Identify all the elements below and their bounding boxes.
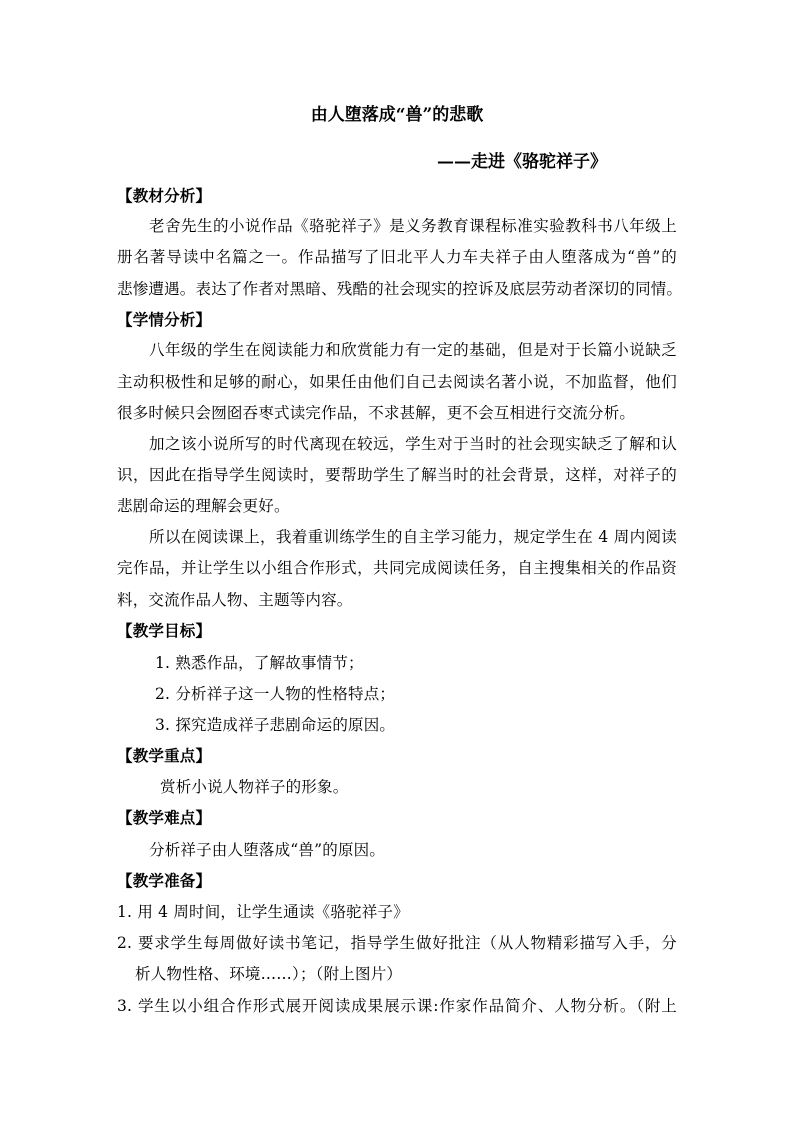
section-heading-teaching-goals: 【教学目标】 [117, 621, 212, 640]
paragraph-line: 所以在阅读课上，我着重训练学生的自主学习能力，规定学生在 4 周内阅读 [149, 528, 677, 546]
paragraph-line: 加之该小说所写的时代离现在较远，学生对于当时的社会现实缺乏了解和认 [149, 435, 677, 453]
paragraph-line: 主动积极性和足够的耐心，如果任由他们自己去阅读名著小说，不加监督，他们 [117, 373, 677, 391]
section-heading-teaching-focus: 【教学重点】 [117, 746, 212, 765]
section-heading-teaching-difficulty: 【教学难点】 [117, 808, 212, 827]
preparation-item-continued: 析人物性格、环境……）；（附上图片） [135, 965, 403, 983]
goal-item: 1. 熟悉作品，了解故事情节； [155, 654, 364, 672]
section-heading-teaching-preparation: 【教学准备】 [117, 871, 212, 890]
section-heading-textbook-analysis: 【教材分析】 [117, 186, 212, 205]
paragraph-line: 悲惨遭遇。表达了作者对黑暗、残酷的社会现实的控诉及底层劳动者深切的同情。 [117, 280, 683, 298]
preparation-item: 2. 要求学生每周做好读书笔记，指导学生做好批注（从人物精彩描写入手，分 [117, 934, 677, 952]
paragraph-line: 悲剧命运的理解会更好。 [117, 497, 290, 515]
teaching-difficulty-text: 分析祥子由人堕落成“兽”的原因。 [149, 841, 386, 859]
teaching-focus-text: 赏析小说人物祥子的形象。 [160, 778, 349, 796]
document-title: 由人堕落成“兽”的悲歌 [310, 105, 484, 125]
goal-item: 2. 分析祥子这一人物的性格特点； [155, 685, 396, 703]
paragraph-line: 完作品，并让学生以小组合作形式，共同完成阅读任务，自主搜集相关的作品资 [117, 559, 677, 577]
paragraph-line: 老舍先生的小说作品《骆驼祥子》是义务教育课程标准实验教科书八年级上 [149, 217, 677, 235]
paragraph-line: 册名著导读中名篇之一。作品描写了旧北平人力车夫祥子由人堕落成为“兽”的 [117, 248, 677, 266]
goal-item: 3. 探究造成祥子悲剧命运的原因。 [155, 716, 396, 734]
paragraph-line: 很多时候只会囫囵吞枣式读完作品，不求甚解，更不会互相进行交流分析。 [117, 404, 636, 422]
preparation-item: 3. 学生以小组合作形式展开阅读成果展示课:作家作品简介、人物分析。（附上 [117, 997, 677, 1015]
document-subtitle: ——走进《骆驼祥子》 [437, 152, 607, 172]
paragraph-line: 识，因此在指导学生阅读时，要帮助学生了解当时的社会背景，这样，对祥子的 [117, 466, 677, 484]
section-heading-learner-analysis: 【学情分析】 [117, 310, 212, 329]
preparation-item: 1. 用 4 周时间，让学生通读《骆驼祥子》 [117, 903, 409, 921]
paragraph-line: 料，交流作品人物、主题等内容。 [117, 591, 353, 609]
paragraph-line: 八年级的学生在阅读能力和欣赏能力有一定的基础，但是对于长篇小说缺乏 [149, 341, 677, 359]
